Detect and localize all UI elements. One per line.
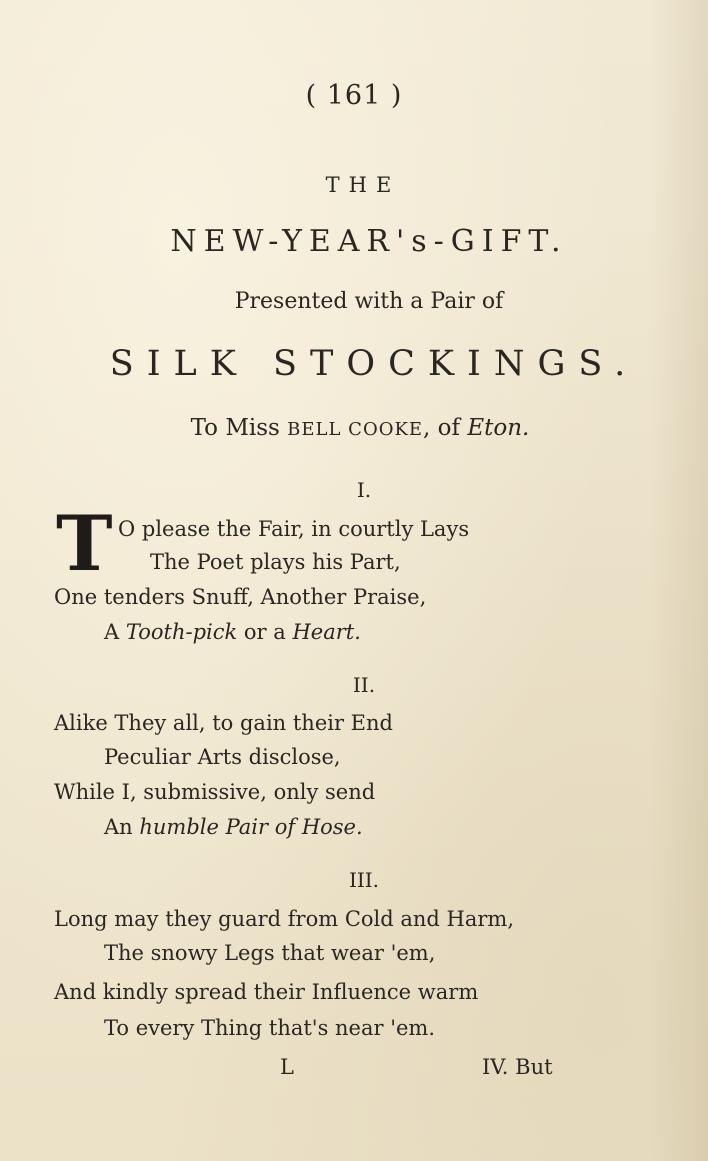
title-the: THE: [325, 173, 401, 197]
signature-mark: L: [280, 1055, 294, 1079]
stanza-numeral-2: II.: [352, 673, 376, 697]
verse-line: Peculiar Arts disclose,: [104, 745, 341, 769]
verse-italic: Heart.: [292, 620, 361, 644]
subtitle: Presented with a Pair of: [234, 289, 504, 314]
verse-line: The snowy Legs that wear 'em,: [104, 941, 436, 965]
stanza-numeral-1: I.: [356, 478, 372, 502]
stanza-numeral-3: III.: [348, 868, 380, 892]
verse-italic: Tooth-pick: [125, 620, 238, 644]
verse-line: O please the Fair, in courtly Lays: [118, 517, 470, 541]
page-title: NEW-YEAR's-GIFT.: [170, 224, 568, 259]
verse-italic: humble Pair of Hose.: [139, 815, 363, 839]
drop-cap: T: [56, 499, 113, 588]
title-silk-stockings: SILK STOCKINGS.: [109, 344, 639, 384]
verse-line: One tenders Snuff, Another Praise,: [54, 585, 427, 609]
verse-line: While I, submissive, only send: [54, 780, 376, 804]
page-number: ( 161 ): [305, 80, 403, 111]
verse-line: To every Thing that's near 'em.: [104, 1016, 436, 1040]
verse-line: [104, 622, 361, 643]
verse-line: Long may they guard from Cold and Harm,: [54, 907, 514, 931]
dedication-name: BELL COOKE: [287, 419, 424, 440]
verse-text: An: [104, 815, 140, 839]
verse-line: And kindly spread their Influence warm: [54, 980, 479, 1004]
dedication-place: Eton.: [467, 415, 530, 441]
dedication: [0, 417, 708, 440]
verse-line: Alike They all, to gain their End: [54, 711, 393, 735]
verse-line: [104, 817, 363, 838]
catchword: IV. But: [482, 1055, 553, 1079]
verse-text: or a: [237, 620, 293, 644]
dedication-middle: , of: [423, 415, 468, 441]
verse-line: The Poet plays his Part,: [150, 550, 401, 574]
dedication-prefix: To Miss: [190, 415, 288, 441]
verse-text: A: [104, 620, 126, 644]
